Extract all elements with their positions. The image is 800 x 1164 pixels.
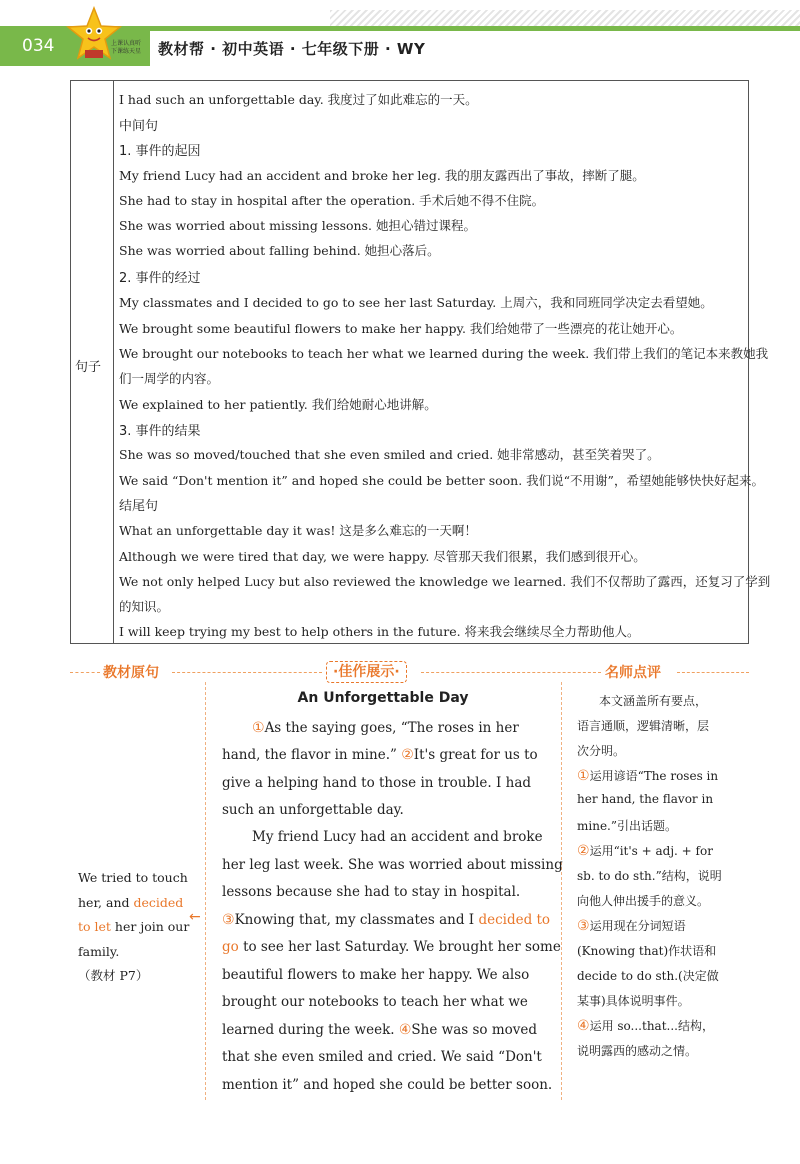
essay-line [222,912,550,928]
table-line: I had such an unforgettable day. 我度过了如此难忘的一天。 [119,92,478,107]
essay-line: her leg last week. She was worried about missing [222,857,563,873]
essay-line: mention it” and hoped she could be better soon. [222,1077,553,1093]
comment-line: 说明露西的感动之情。 [577,1044,698,1058]
table-line: We explained to her patiently. 我们给她耐心地讲解。 [119,397,437,412]
note-text: her join our family. [78,919,190,959]
comment-line [577,917,686,934]
table-subheading: 2. 事件的经过 [119,271,201,286]
comment-line: 本文涵盖所有要点， [599,694,708,708]
table-line: She was worried about falling behind. 她担心落后。 [119,243,440,258]
table-line: We brought our notebooks to teach her what we learned during the week. 我们带上我们的笔记本来教她我 [119,346,769,361]
marker-1: ① [252,720,265,736]
table-heading: 结尾句 [119,499,159,514]
note-text: We tried to touch her, and [78,870,188,910]
comment-line: her hand, the flavor in [577,792,714,806]
comment-line: decide to do sth.(决定做 [577,969,719,983]
table-line: I will keep trying my best to help others in the future. 将来我会继续尽全力帮助他人。 [119,624,640,639]
essay-line [222,747,538,763]
table-line: She had to stay in hospital after the operation. 手术后她不得不住院。 [119,193,545,208]
table-line: My classmates and I decided to go to see her last Saturday. 上周六，我和同班同学决定去看望她。 [119,295,713,310]
table-label-cell [71,81,114,643]
table-line: What an unforgettable day it was! 这是多么难忘的一天啊！ [119,523,477,538]
table-line: 们一周学的内容。 [119,371,220,386]
essay-line [222,1022,537,1038]
essay-line: that she even smiled and cried. We said “Don't [222,1049,542,1065]
essay-highlight: go [222,939,239,955]
column-divider-right [561,682,562,1100]
essay-line: beautiful flowers to make her happy. We also [222,967,530,983]
comment-line: 语言通顺，逻辑清晰，层 [577,719,710,733]
table-subheading: 1. 事件的起因 [119,144,201,159]
divider-mid-right [421,672,601,673]
page-header [0,0,800,66]
comment-line [577,842,713,859]
table-line: Although we were tired that day, we were happy. 尽管那天我们很累，我们感到很开心。 [119,549,646,564]
essay-line [252,720,519,736]
comment-marker-1: ① [577,768,590,784]
essay-text: hand, the flavor in mine.” [222,747,402,763]
slogan-line-2: 下课练天星 [111,48,142,55]
comment-text: 运用现在分词短语 [589,919,686,933]
note-highlight: decided to let [78,894,184,934]
essay-line [222,939,561,955]
section-model-essay: ·佳作展示· [326,661,407,683]
essay-line: give a helping hand to those in trouble. I had [222,775,532,791]
table-line: She was so moved/touched that she even smiled and cried. 她非常感动，甚至笑着哭了。 [119,447,660,462]
essay-text: learned during the week. [222,1022,399,1038]
slogan [111,40,151,56]
slogan-line-1: 上课认真听 [111,40,142,47]
note-source: （教材 P7） [78,968,149,983]
comment-line: 某事)具体说明事件。 [577,994,690,1008]
essay-highlight: decided to [478,912,551,928]
comment-text: 运用 so...that...结构， [589,1019,714,1033]
comment-line: 向他人伸出援手的意义。 [577,894,710,908]
comment-marker-3: ③ [577,918,590,934]
original-sentence-note [78,866,196,989]
essay-title: An Unforgettable Day [297,690,469,706]
divider-mid-left [172,672,322,673]
essay-text: to see her last Saturday. We brought her some [238,939,561,955]
comment-line: mine.”引出话题。 [577,819,677,833]
page-number: 034 [22,36,55,56]
table-line: My friend Lucy had an accident and broke her leg. 我的朋友露西出了事故，摔断了腿。 [119,168,645,183]
comment-text: 运用“it's + adj. + for [589,844,713,858]
table-line: She was worried about missing lessons. 她担心错过课程。 [119,218,476,233]
sentence-table [70,80,771,644]
comment-text: 运用谚语“The roses in [589,769,719,783]
comment-marker-4: ④ [577,1018,590,1034]
comment-line [577,1017,714,1034]
marker-4: ④ [398,1022,412,1038]
essay-text: It's great for us to [413,747,538,763]
comment-marker-2: ② [577,843,590,859]
essay-text: She was so moved [411,1022,538,1038]
marker-3: ③ [222,912,235,928]
table-line: We brought some beautiful flowers to make her happy. 我们给她带了一些漂亮的花让她开心。 [119,321,683,336]
essay-text: As the saying goes, “The roses in her [264,720,519,736]
comment-line [577,767,718,784]
section-original-sentence: 教材原句 [103,665,159,681]
marker-2: ② [401,747,414,763]
divider-left [70,672,100,673]
section-model-essay-label: 佳作展示 [338,664,395,680]
section-teacher-comment: 名师点评 [605,665,661,681]
table-heading: 中间句 [119,119,159,134]
essay-line: such an unforgettable day. [222,802,404,818]
essay-text: Knowing that, my classmates and I [234,912,479,928]
table-line: We said “Don't mention it” and hoped she could be better soon. 我们说“不用谢”，希望她能够快快好起来。 [119,473,764,488]
divider-right [677,672,749,673]
essay-line: brought our notebooks to teach her what we [222,994,528,1010]
essay-line: My friend Lucy had an accident and broke [252,829,543,845]
essay-line: lessons because she had to stay in hospital. [222,884,521,900]
comment-line: sb. to do sth.”结构，说明 [577,869,722,883]
comment-line: 次分明。 [577,744,626,758]
comment-line: (Knowing that)作状语和 [577,944,717,958]
table-subheading: 3. 事件的结果 [119,424,201,439]
book-title: 教材帮 · 初中英语 · 七年级下册 · WY [158,40,426,58]
table-line: We not only helped Lucy but also reviewed the knowledge we learned. 我们不仅帮助了露西，还复习了学到 [119,574,771,589]
table-line: 的知识。 [119,599,170,614]
table-row-label: 句子 [75,360,102,375]
arrow-icon: ← [189,909,201,925]
column-divider-left [205,682,206,1100]
